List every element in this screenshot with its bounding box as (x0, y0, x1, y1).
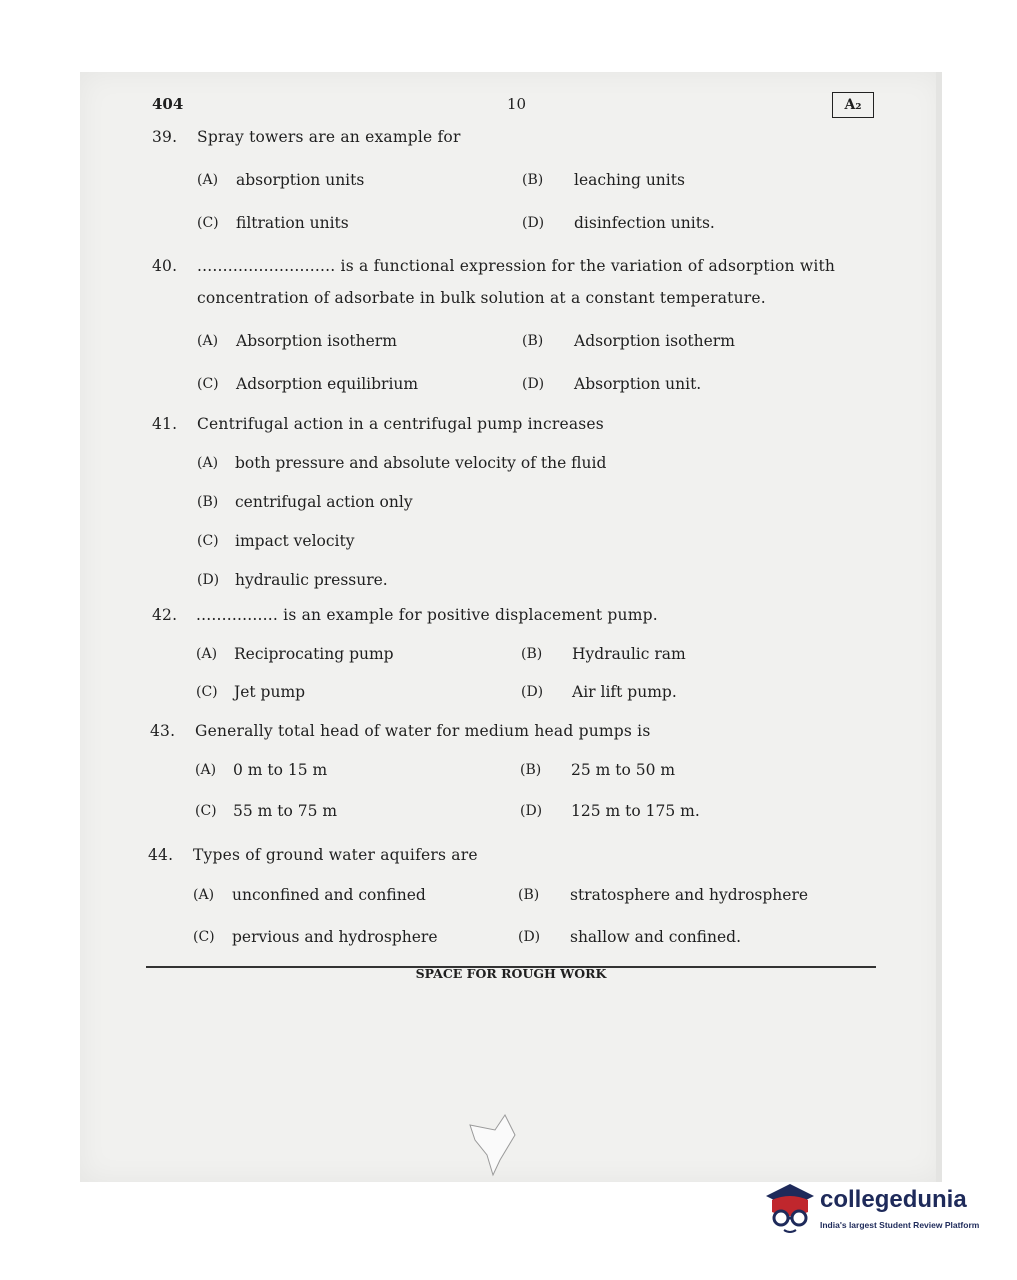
option-text: 0 m to 15 m (233, 761, 328, 779)
mascot-logo-icon (760, 1178, 818, 1238)
option-text: stratosphere and hydrosphere (570, 886, 809, 904)
option-text: hydraulic pressure. (235, 571, 388, 589)
page-number: 10 (507, 95, 527, 113)
option-text: Adsorption isotherm (574, 332, 735, 350)
option-letter: (A) (197, 455, 219, 471)
question-number: 43. (150, 722, 176, 740)
option-text: shallow and confined. (570, 928, 742, 946)
option-letter: (C) (195, 803, 217, 819)
option-letter: (B) (522, 172, 544, 188)
option-letter: (D) (520, 803, 543, 819)
question-text: Centrifugal action in a centrifugal pump increases (197, 415, 604, 433)
option-text: 125 m to 175 m. (571, 802, 700, 820)
exam-page (80, 72, 942, 1182)
option-text: Adsorption equilibrium (236, 375, 419, 393)
paper-tear-mark (465, 1100, 545, 1180)
question-number: 44. (148, 846, 174, 864)
option-letter: (D) (521, 684, 544, 700)
option-letter: (C) (197, 376, 219, 392)
option-text: both pressure and absolute velocity of the fluid (235, 454, 607, 472)
option-text: absorption units (236, 171, 365, 189)
option-text: pervious and hydrosphere (232, 928, 438, 946)
option-text: Air lift pump. (572, 683, 677, 701)
option-letter: (B) (197, 494, 219, 510)
option-letter: (D) (197, 572, 220, 588)
question-text: Spray towers are an example for (197, 128, 461, 146)
option-letter: (B) (521, 646, 543, 662)
option-letter: (C) (196, 684, 218, 700)
option-letter: (C) (197, 533, 219, 549)
brand-tagline: India's largest Student Review Platform (820, 1220, 980, 1230)
question-text-continued: concentration of adsorbate in bulk solution at a constant temperature. (197, 289, 766, 307)
option-letter: (C) (197, 215, 219, 231)
question-number: 42. (152, 606, 178, 624)
question-number: 39. (152, 128, 178, 146)
option-letter: (A) (197, 172, 219, 188)
question-text: Generally total head of water for medium head pumps is (195, 722, 651, 740)
option-letter: (A) (196, 646, 218, 662)
option-text: unconfined and confined (232, 886, 426, 904)
option-letter: (A) (193, 887, 215, 903)
option-letter: (D) (518, 929, 541, 945)
option-text: Jet pump (234, 683, 306, 701)
option-letter: (A) (195, 762, 217, 778)
rough-work-label: SPACE FOR ROUGH WORK (415, 966, 607, 981)
brand-name: collegedunia (820, 1186, 967, 1213)
option-letter: (A) (197, 333, 219, 349)
option-letter: (B) (520, 762, 542, 778)
question-number: 41. (152, 415, 178, 433)
option-text: impact velocity (235, 532, 355, 550)
question-text: ........................... is a functional expression for the variation of adsorption with (197, 257, 836, 275)
option-text: disinfection units. (574, 214, 715, 232)
option-letter: (B) (518, 887, 540, 903)
option-text: 55 m to 75 m (233, 802, 338, 820)
option-text: Hydraulic ram (572, 645, 686, 663)
option-text: leaching units (574, 171, 685, 189)
option-text: Absorption unit. (574, 375, 702, 393)
option-text: Reciprocating pump (234, 645, 394, 663)
question-number: 40. (152, 257, 178, 275)
option-letter: (B) (522, 333, 544, 349)
question-text: Types of ground water aquifers are (193, 846, 478, 864)
page-edge (936, 72, 942, 1182)
option-text: 25 m to 50 m (571, 761, 676, 779)
option-text: centrifugal action only (235, 493, 413, 511)
option-text: Absorption isotherm (236, 332, 397, 350)
booklet-series-box: A₂ (832, 92, 874, 118)
option-text: filtration units (236, 214, 349, 232)
paper-code: 404 (152, 95, 184, 113)
question-text: ................ is an example for positive displacement pump. (196, 606, 658, 624)
option-letter: (C) (193, 929, 215, 945)
collegedunia-watermark (760, 1178, 1000, 1238)
option-letter: (D) (522, 215, 545, 231)
option-letter: (D) (522, 376, 545, 392)
